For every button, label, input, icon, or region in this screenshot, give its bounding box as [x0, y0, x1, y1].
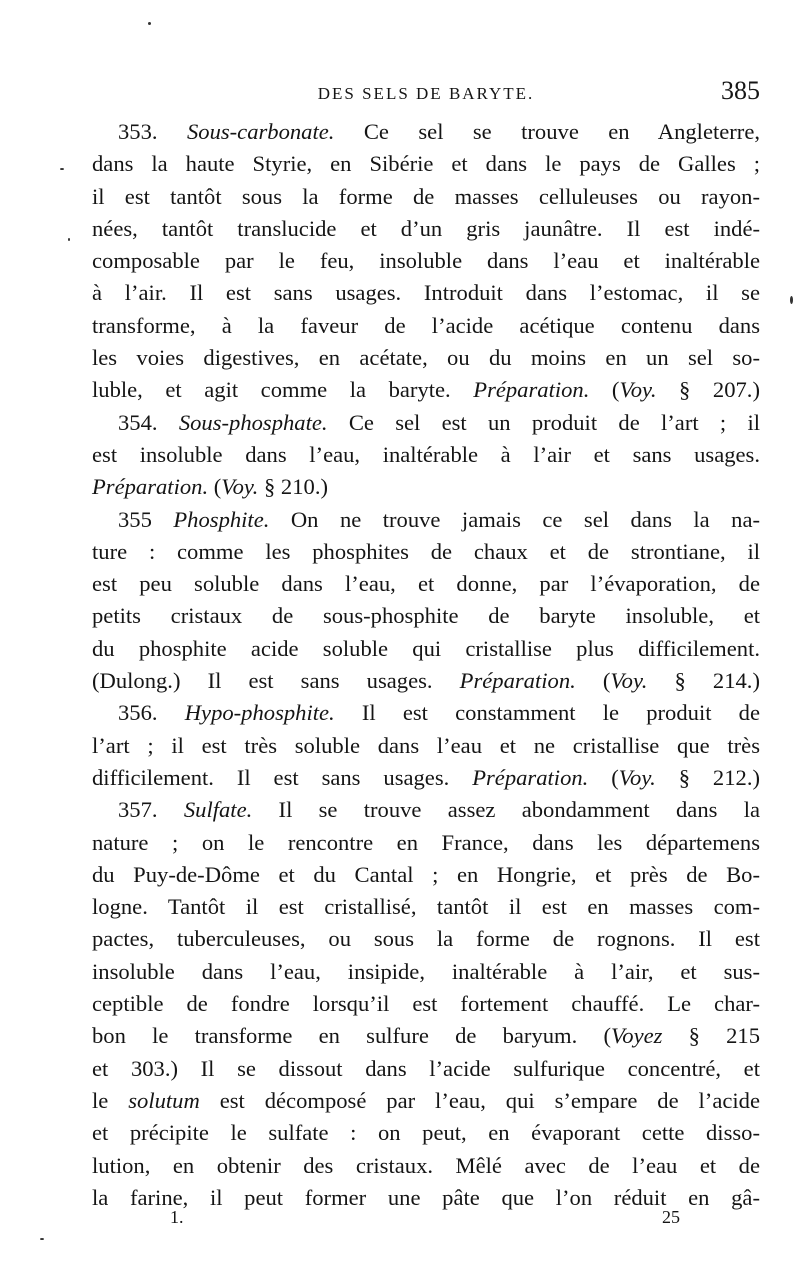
scan-speck	[60, 168, 64, 170]
text-line: 357. Sulfate. Il se trouve assez abondamment dans la	[118, 797, 761, 823]
text-line: ceptible de fondre lorsqu’il est fortement chauffé. Le char-	[92, 991, 760, 1017]
text-line: il est tantôt sous la forme de masses celluleuses ou rayon-	[92, 183, 760, 209]
text-line: transforme, à la faveur de l’acide acétique contenu dans	[92, 312, 760, 338]
text-line: et 303.) Il se dissout dans l’acide sulfurique concentré, et	[92, 1055, 760, 1081]
running-head: DES SELS DE BARYTE.	[317, 84, 535, 103]
page-number: 385	[721, 76, 760, 105]
page-header	[92, 78, 760, 114]
text-line: et précipite le sulfate : on peut, en évaporant cette disso-	[92, 1120, 760, 1146]
text-line: dans la haute Styrie, en Sibérie et dans le pays de Galles ;	[92, 151, 760, 177]
scan-speck	[40, 1238, 44, 1240]
text-line: est peu soluble dans l’eau, et donne, par l’évaporation, de	[92, 571, 760, 597]
scan-speck	[148, 22, 151, 25]
text-line: la farine, il peut former une pâte que l’on réduit en gâ-	[92, 1184, 760, 1210]
text-line: à l’air. Il est sans usages. Introduit dans l’estomac, il se	[92, 280, 760, 306]
text-line: petits cristaux de sous-phosphite de baryte insoluble, et	[92, 603, 760, 629]
text-line: l’art ; il est très soluble dans l’eau et ne cristallise que très	[92, 732, 760, 758]
text-line: est insoluble dans l’eau, inaltérable à l’air et sans usages.	[92, 441, 760, 467]
text-line: composable par le feu, insoluble dans l’eau et inaltérable	[92, 248, 760, 274]
body-text	[92, 116, 760, 1214]
text-line: difficilement. Il est sans usages. Préparation. (Voy. § 212.)	[92, 764, 760, 790]
page-footer	[170, 1207, 680, 1235]
text-line: ture : comme les phosphites de chaux et de strontiane, il	[92, 538, 760, 564]
text-line: du Puy-de-Dôme et du Cantal ; en Hongrie, et près de Bo-	[92, 861, 760, 887]
text-line: 355 Phosphite. On ne trouve jamais ce sel dans la na-	[118, 506, 760, 532]
text-line: nées, tantôt translucide et d’un gris jaunâtre. Il est indé-	[92, 215, 760, 241]
text-line: 354. Sous-phosphate. Ce sel est un produit de l’art ; il	[118, 409, 761, 435]
text-line: insoluble dans l’eau, insipide, inaltérable à l’air, et sus-	[92, 958, 760, 984]
scan-speck	[790, 296, 793, 304]
text-line: les voies digestives, en acétate, ou du moins en un sel so-	[92, 345, 760, 371]
text-line: nature ; on le rencontre en France, dans les départemens	[92, 829, 760, 855]
text-line: du phosphite acide soluble qui cristallise plus difficilement.	[92, 635, 760, 661]
text-line: Préparation. (Voy. § 210.)	[92, 474, 328, 500]
sheet-number: 25	[662, 1207, 680, 1227]
scan-speck	[68, 238, 70, 241]
text-line: bon le transforme en sulfure de baryum. (Voyez § 215	[92, 1023, 761, 1049]
text-line: 353. Sous-carbonate. Ce sel se trouve en Angleterre,	[118, 119, 761, 144]
signature-mark: 1.	[170, 1207, 184, 1227]
text-line: (Dulong.) Il est sans usages. Préparation. (Voy. § 214.)	[92, 668, 760, 694]
text-line: luble, et agit comme la baryte. Préparation. (Voy. § 207.)	[92, 377, 760, 403]
text-line: 356. Hypo-phosphite. Il est constamment le produit de	[118, 700, 760, 726]
text-line: le solutum est décomposé par l’eau, qui s’empare de l’acide	[92, 1087, 760, 1113]
text-line: pactes, tuberculeuses, ou sous la forme de rognons. Il est	[92, 926, 760, 952]
text-line: lution, en obtenir des cristaux. Mêlé avec de l’eau et de	[92, 1152, 760, 1178]
text-line: logne. Tantôt il est cristallisé, tantôt il est en masses com-	[92, 894, 760, 920]
